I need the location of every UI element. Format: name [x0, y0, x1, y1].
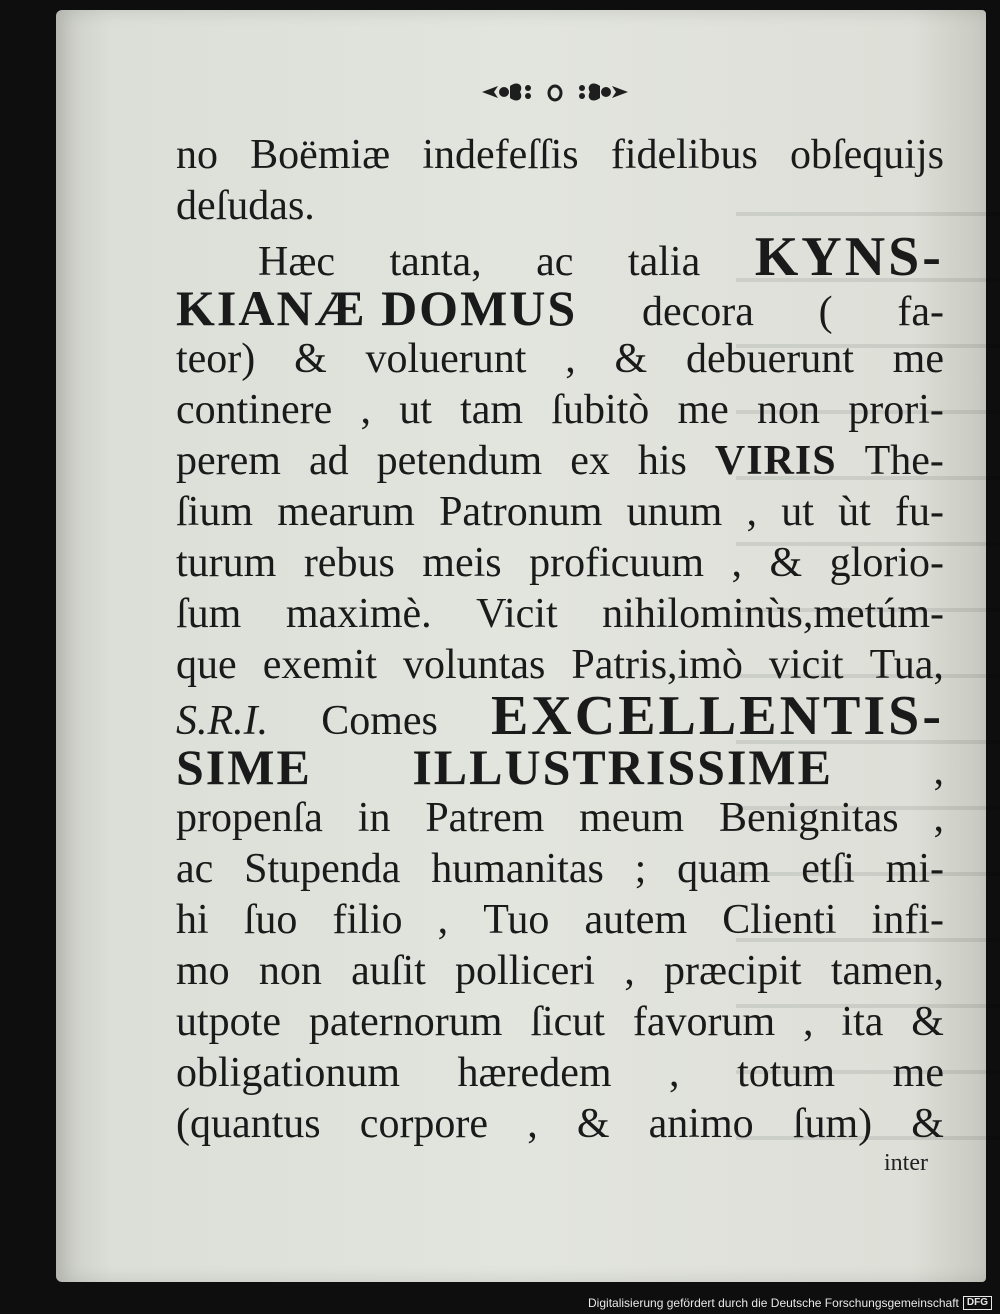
word: ùt: [838, 489, 871, 535]
funding-credit: Digitalisierung gefördert durch die Deutsche Forschungsgemeinschaft: [588, 1296, 959, 1310]
word: quam: [677, 846, 771, 892]
word: Boëmiæ: [250, 132, 391, 178]
word: ſum: [176, 591, 242, 637]
word: ut: [399, 387, 432, 433]
word: ,: [746, 489, 757, 535]
word: voluntas: [403, 642, 546, 688]
word: talia: [627, 239, 701, 285]
word: ,: [360, 387, 371, 433]
word: turum: [176, 540, 277, 586]
word: filio: [332, 897, 403, 943]
word: ,: [731, 540, 743, 586]
word: ,: [803, 999, 814, 1045]
text-line: [176, 280, 944, 336]
word: Tua,: [869, 642, 944, 688]
word: ex: [570, 438, 610, 484]
word-emphasis: SIME: [176, 739, 312, 795]
word: mo: [176, 948, 230, 994]
word: debuerunt: [685, 336, 854, 382]
word: ac: [176, 846, 214, 892]
text-line: [176, 1099, 944, 1150]
word: ſubitò: [551, 387, 650, 433]
text-line: [176, 130, 944, 181]
header-ornament-icon: [480, 76, 630, 108]
word: obligationum: [176, 1050, 400, 1096]
word: autem: [584, 897, 688, 943]
text-line: [176, 793, 944, 844]
word: ita: [841, 999, 884, 1045]
word: Patris,imò: [571, 642, 743, 688]
word: ſuo: [243, 897, 298, 943]
word: Tuo: [483, 897, 550, 943]
word: non: [757, 387, 821, 433]
word: ;: [634, 846, 647, 892]
word: utpote: [176, 999, 281, 1045]
word: (: [818, 289, 833, 335]
word: me: [892, 1050, 944, 1096]
word: meis: [422, 540, 502, 586]
word: humanitas: [431, 846, 604, 892]
word: obſequijs: [789, 132, 944, 178]
word: mi-: [885, 846, 944, 892]
word: &: [294, 336, 327, 382]
word: (quantus: [176, 1101, 321, 1147]
word: &: [614, 336, 648, 382]
digitization-footer: [588, 1296, 992, 1310]
word: hi: [176, 897, 209, 943]
text-line: [176, 844, 944, 895]
word: Patronum: [439, 489, 603, 535]
word: no: [176, 132, 218, 178]
text-line: [176, 895, 944, 946]
text-line: [176, 997, 944, 1048]
word: Vicit: [476, 591, 558, 637]
text-line: [176, 640, 944, 691]
word: etſi: [801, 846, 855, 892]
word: exemit: [262, 642, 377, 688]
word: Comes: [321, 698, 438, 744]
word: &: [911, 999, 944, 1045]
word: Patrem: [425, 795, 545, 841]
word: rebus: [303, 540, 395, 586]
catchword: inter: [884, 1150, 928, 1176]
word: Hæc: [258, 239, 335, 285]
word: me: [892, 336, 944, 382]
word: Clienti: [722, 897, 837, 943]
word: polliceri: [455, 948, 595, 994]
word: non: [258, 948, 322, 994]
word: decora: [641, 289, 754, 335]
word: animo: [648, 1101, 754, 1147]
word: ,: [565, 336, 576, 382]
text-line: [176, 385, 944, 436]
body-text: [176, 130, 944, 1150]
word: unum: [626, 489, 723, 535]
word: propenſa: [176, 795, 323, 841]
text-line: [176, 181, 944, 232]
word: ſicut: [530, 999, 605, 1045]
word: tamen,: [830, 948, 944, 994]
text-line: [176, 334, 944, 385]
dfg-logo-icon: DFG: [963, 1296, 992, 1310]
word: ſum): [792, 1101, 873, 1147]
word: præcipit: [663, 948, 802, 994]
text-line: [176, 1048, 944, 1099]
word: maximè.: [285, 591, 432, 637]
word: indefeſſis: [422, 132, 579, 178]
word: infi-: [871, 897, 944, 943]
word-italic: S.R.I.: [176, 698, 269, 744]
text-line: [176, 739, 944, 795]
word: vicit: [768, 642, 844, 688]
word: tam: [460, 387, 524, 433]
text-line: [176, 538, 944, 589]
word: que: [176, 642, 237, 688]
text-line: [176, 685, 944, 747]
word: ,: [933, 795, 944, 841]
word: continere: [176, 387, 333, 433]
word: auſit: [351, 948, 426, 994]
word: proficuum: [529, 540, 705, 586]
word-emphasis: EXCELLENTIS-: [490, 685, 944, 747]
word-emphasis: ILLUSTRISSIME: [412, 739, 833, 795]
word: ad: [308, 438, 349, 484]
word: ſium: [176, 489, 254, 535]
text-line: [176, 589, 944, 640]
text-line: [176, 226, 944, 288]
word-emphasis: KYNS-: [754, 226, 944, 288]
text-line: [176, 436, 944, 487]
word: fu-: [895, 489, 944, 535]
word-emphasis: KIANÆ DOMUS: [176, 280, 578, 336]
word: meum: [579, 795, 685, 841]
word: paternorum: [308, 999, 503, 1045]
word: petendum: [376, 438, 543, 484]
word: me: [677, 387, 729, 433]
word: &: [769, 540, 803, 586]
word: nihilominùs,metúm-: [602, 591, 944, 637]
word: Benignitas: [718, 795, 899, 841]
word: ac: [536, 239, 574, 285]
word: Stupenda: [244, 846, 401, 892]
word: ,: [669, 1050, 680, 1096]
word: favorum: [632, 999, 776, 1045]
word-emphasis: VIRIS: [714, 438, 837, 484]
word: perem: [176, 438, 281, 484]
word: in: [357, 795, 391, 841]
text-line: [176, 946, 944, 997]
word: &: [576, 1101, 610, 1147]
text-line: [176, 487, 944, 538]
word: hæredem: [457, 1050, 612, 1096]
word: fa-: [897, 289, 944, 335]
word: ,: [624, 948, 635, 994]
word: prori-: [848, 387, 944, 433]
word: The-: [864, 438, 944, 484]
word: teor): [176, 336, 256, 382]
word: ut: [781, 489, 814, 535]
word: his: [637, 438, 687, 484]
word: ,: [437, 897, 449, 943]
word: &: [911, 1101, 944, 1147]
word: corpore: [359, 1101, 489, 1147]
word: glorio-: [829, 540, 944, 586]
word: tanta,: [389, 239, 482, 285]
word: voluerunt: [365, 336, 527, 382]
word: mearum: [277, 489, 415, 535]
word: totum: [737, 1050, 836, 1096]
word: ,: [527, 1101, 538, 1147]
word: fidelibus: [610, 132, 758, 178]
word: deſudas.: [176, 183, 315, 229]
word: ,: [933, 748, 944, 794]
